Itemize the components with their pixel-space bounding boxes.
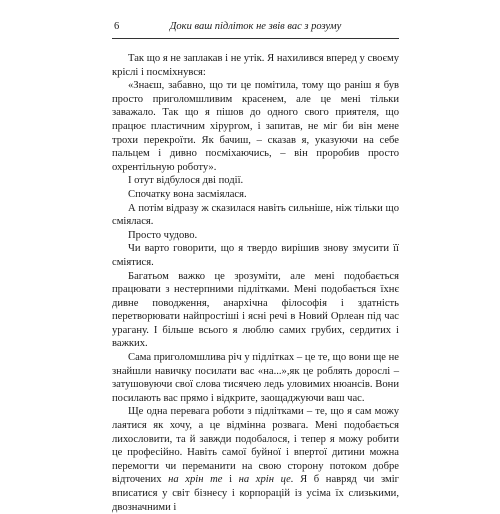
paragraph-text: Ще одна перевага роботи з підлітками – те, що я сам можу лаятися як хочу, а це відмінна розвага. Мені подобається лихословити, та й завжди подобалося, і тепер я можу робити це професійно. Навіть самої буйної і впертої дитини можна перемогти чи переманити на свою сторону потоком добре відточених [112, 406, 399, 486]
paragraph: Багатьом важко це зрозуміти, але мені подобається працювати з нестерпними підлітками. Мені подобається їхнє дивне поводження, анархічна філософія і здатність перетворювати найпростіші і ясні речі в Новий Орлеан під час урагану. І більше всього я люблю самих грубих, сердитих і важких. [112, 270, 399, 350]
header-divider [112, 38, 399, 39]
running-title: Доки ваш підліток не звів вас з розуму [169, 21, 342, 32]
paragraph: Просто чудово. [128, 229, 198, 241]
paragraph-text: і [222, 474, 239, 486]
paragraph-text: Я б навряд чи зміг вписатися у світ бізнесу і корпорацій із усіма їх слизькими, двозначними і [112, 474, 399, 513]
paragraph: А потім відразу ж сказилася навіть сильніше, ніж тільки що сміялася. [112, 202, 399, 228]
italic-phrase: на хрін це. [238, 474, 294, 486]
page-body [112, 52, 399, 514]
paragraph: Сама приголомшлива річ у підлітках – це те, що вони ще не знайшли навичку посилати вас «на...»,як це роблять дорослі – затушовуючи свої слова тисячею ледь уловимих нюансів. Вони посилають вас прямо і відкрите, заощаджуючи ваш час. [112, 352, 399, 404]
page-header [112, 20, 399, 36]
paragraph: «Знаєш, забавно, що ти це помітила, тому що раніш я був просто приголомшливим красенем, але це мені тільки заважало. Так що я пішов до одного свого приятеля, що працює пластичним хірургом, і запитав, не міг би він мене трохи перекроїти. Як бачиш, – сказав я, указуючи на себе пальцем і дивно посміхаючись, – він проробив просто охрентільную роботу». [112, 80, 399, 173]
page-number: 6 [114, 21, 120, 32]
paragraph: Так що я не заплакав і не утік. Я нахилився вперед у своєму кріслі і посміхнувся: [112, 53, 399, 78]
paragraph [112, 405, 399, 514]
paragraph: Спочатку вона засміялася. [128, 188, 247, 200]
paragraph: І отут відбулося дві події. [128, 175, 244, 187]
paragraph: Чи варто говорити, що я твердо вирішив знову змусити її сміятися. [112, 243, 399, 268]
italic-phrase: на хрін те [168, 474, 223, 486]
